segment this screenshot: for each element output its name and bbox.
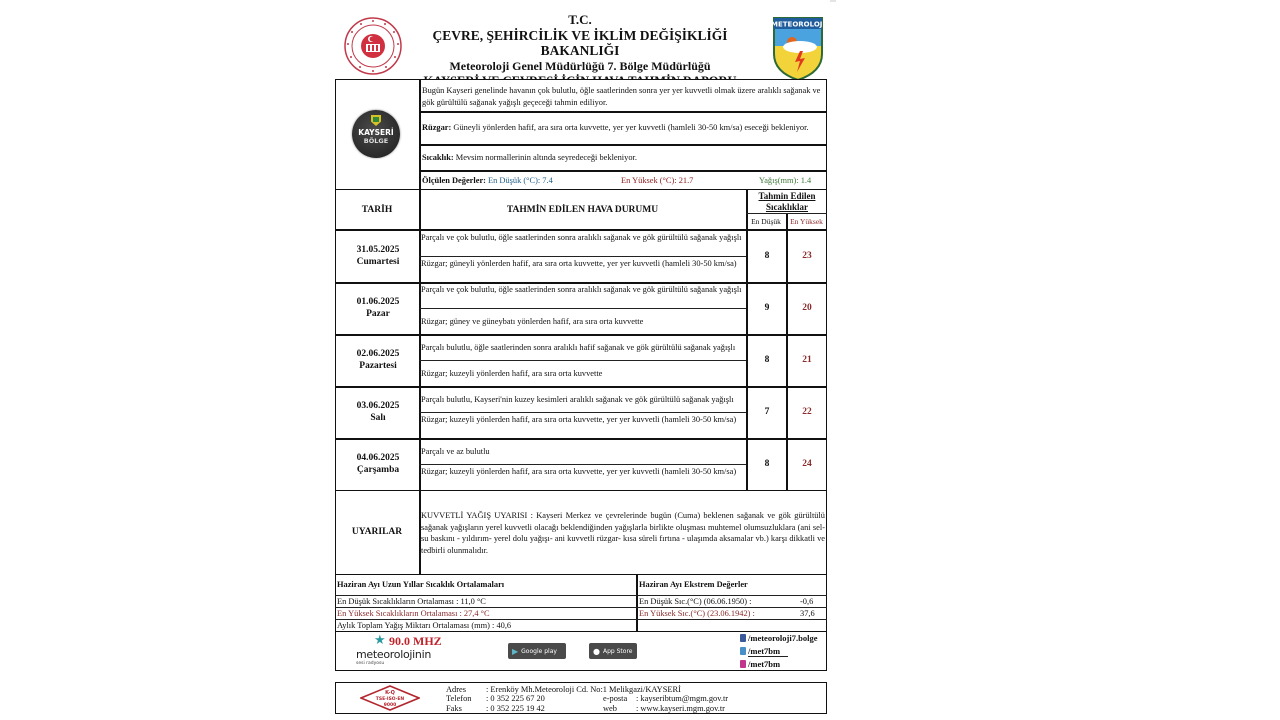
row-min-temp: 7 — [764, 407, 770, 417]
row-max-temp: 23 — [802, 251, 812, 261]
facebook-link[interactable] — [740, 633, 817, 643]
svg-text:K-Q: K-Q — [385, 690, 395, 696]
row-weather: Parçalı bulutlu, Kayseri'nin kuzey kesimleri aralıklı sağanak ve gök gürültülü sağanak yağışlı — [421, 395, 734, 404]
climate-left-title: Haziran Ayı Uzun Yıllar Sıcaklık Ortalamaları — [337, 580, 505, 589]
fax-label: Faks — [446, 704, 462, 713]
region-badge-line1: KAYSERİ — [358, 128, 394, 137]
row-min-temp: 8 — [764, 459, 770, 469]
column-header-min: En Düşük — [751, 217, 781, 226]
play-triangle-icon: ▶ — [512, 646, 519, 656]
column-header-temps: Tahmin Edilen Sıcaklıklar — [758, 191, 816, 212]
row-min-temp: 9 — [764, 303, 770, 313]
wind-text: Güneyli yönlerden hafif, ara sıra orta kuvvette, yer yer kuvvetli (hamleli 30-50 km/sa) eseceği bekleniyor. — [453, 123, 809, 132]
row-max-temp: 20 — [802, 303, 812, 313]
apple-icon: ● — [593, 646, 600, 656]
twitter-icon — [740, 647, 746, 655]
row-date: 04.06.2025 — [356, 453, 400, 463]
row-date: 02.06.2025 — [356, 349, 400, 359]
meteoroloji-logo-icon — [770, 16, 826, 82]
row-max-temp: 22 — [802, 407, 812, 417]
fax-value: : 0 352 225 19 42 — [486, 704, 545, 713]
temperature-label: Sıcaklık: — [422, 153, 454, 162]
web-value[interactable]: : www.kayseri.mgm.gov.tr — [636, 704, 725, 713]
warnings-label: UYARILAR — [351, 527, 403, 537]
app-store-button[interactable] — [589, 643, 637, 659]
row-day: Pazartesi — [359, 361, 397, 371]
radio-frequency: 90.0 MHZ — [389, 634, 442, 648]
weather-report-document — [330, 0, 830, 720]
row-date: 01.06.2025 — [356, 297, 400, 307]
radio-name: meteorolojinin — [356, 648, 432, 661]
wind-label: Rüzgar: — [422, 123, 452, 132]
phone-label: Telefon — [446, 694, 472, 703]
row-day: Salı — [370, 413, 386, 423]
row-weather: Parçalı bulutlu, öğle saatlerinden sonra aralıklı hafif sağanak ve gök gürültülü sağanak yağışlı — [421, 343, 736, 352]
region-shield-icon — [371, 115, 381, 126]
web-label: web — [603, 704, 617, 713]
warnings-text: KUVVETLİ YAĞIŞ UYARISI : Kayseri Merkez ve çevrelerinde bugün (Cuma) beklenen sağanak ve gök gürültülü sağanak yağışların yerel kuvvetli olacağı beklendiğinden yağışlarla birlikte oluşması muhtemel olumsuzluklara (ani sel- su baskını - yıldırım- yerel dolu yağışı- ani kuvvetli rüzgar- kısa süreli fırtına - ulaşımda aksamalar vb.) karşı dikkatli ve tedbirli olunmalıdır. — [421, 511, 825, 555]
header-tc: T.C. — [568, 12, 592, 27]
row-max-temp: 24 — [802, 459, 812, 469]
app-store-label: App Store — [602, 647, 633, 655]
phone-value: : 0 352 225 67 20 — [486, 694, 545, 703]
row-weather: Parçalı ve çok bulutlu, öğle saatlerinden sonra aralıklı sağanak ve gök gürültülü sağanak yağışlı — [421, 233, 742, 242]
row-wind: Rüzgar; kuzeyli yönlerden hafif, ara sıra orta kuvvette — [421, 369, 603, 378]
facebook-icon — [740, 634, 746, 642]
summary-temperature — [422, 152, 822, 164]
column-header-max: En Yüksek — [790, 217, 823, 226]
google-play-label: Google play — [521, 647, 557, 655]
measured-precip: Yağış(mm): 1.4 — [759, 176, 812, 185]
climate-avg-min: En Düşük Sıcaklıkların Ortalaması : 11,0 °C — [337, 597, 486, 606]
kayseri-region-badge — [352, 110, 400, 158]
row-day: Pazar — [366, 309, 390, 319]
row-weather: Parçalı ve az bulutlu — [421, 447, 490, 456]
climate-ext-min-label: En Düşük Sıc.(°C) (06.06.1950) : — [639, 597, 752, 606]
instagram-link[interactable] — [740, 659, 780, 669]
address-value: : Erenköy Mh.Meteoroloji Cd. No:1 Melikgazi/KAYSERİ — [486, 685, 681, 694]
climate-ext-max-label: En Yüksek Sıc.(°C) (23.06.1942) : — [639, 609, 755, 618]
climate-ext-min-value: -0,6 — [800, 597, 814, 606]
instagram-handle: /met7bm — [748, 659, 781, 669]
row-wind: Rüzgar; kuzeyli yönlerden hafif, ara sıra orta kuvvette, yer yer kuvvetli (hamleli 30-50 km/sa) — [421, 415, 737, 424]
radio-sub: sesi radyosu — [356, 661, 385, 666]
row-min-temp: 8 — [764, 251, 770, 261]
email-value[interactable]: : kayseribtum@mgm.gov.tr — [636, 694, 729, 703]
row-day: Cumartesi — [356, 257, 400, 267]
email-label: e-posta — [603, 694, 628, 703]
report-titles — [400, 12, 760, 90]
row-wind: Rüzgar; kuzeyli yönlerden hafif, ara sıra orta kuvvette, yer yer kuvvetli (hamleli 30-50 km/sa) — [421, 467, 737, 476]
row-date: 03.06.2025 — [356, 401, 400, 411]
row-date: 31.05.2025 — [356, 245, 400, 255]
climate-right-title: Haziran Ayı Ekstrem Değerler — [639, 580, 748, 589]
summary-general-text: Bugün Kayseri genelinde havanın çok bulutlu, öğle saatlerinden sonra yer yer kuvvetli olmak üzere aralıklı sağanak ve gök gürültülü sağanak yağışlı geçeceği tahmin ediliyor. — [422, 86, 821, 107]
radio-logo — [354, 634, 454, 668]
facebook-handle: /meteoroloji7.bolge — [748, 633, 818, 643]
column-header-date: TARİH — [361, 205, 393, 215]
row-min-temp: 8 — [764, 355, 770, 365]
row-max-temp: 21 — [802, 355, 812, 365]
row-wind: Rüzgar; güney ve güneybatı yönlerden hafif, ara sıra orta kuvvette — [421, 317, 644, 326]
column-header-forecast: TAHMİN EDİLEN HAVA DURUMU — [506, 205, 659, 215]
region-badge-line2: BÖLGE — [363, 137, 389, 145]
header-directorate: Meteoroloji Genel Müdürlüğü 7. Bölge Müdürlüğü — [449, 58, 711, 73]
climate-ext-max-value: 37,6 — [800, 609, 815, 618]
row-wind: Rüzgar; güneyli yönlerden hafif, ara sıra orta kuvvette, yer yer kuvvetli (hamleli 30-50 km/sa) — [421, 259, 737, 268]
climate-avg-max: En Yüksek Sıcaklıkların Ortalaması : 27,4 °C — [337, 609, 490, 618]
star-icon: ★ — [374, 632, 386, 647]
measured-max: En Yüksek (°C): 21.7 — [621, 176, 694, 185]
twitter-handle: /met7bm — [748, 646, 781, 656]
twitter-link[interactable] — [740, 646, 780, 656]
measured-min: En Düşük (°C): 7.4 — [488, 176, 553, 185]
address-label: Adres — [446, 685, 467, 694]
row-weather: Parçalı ve çok bulutlu, öğle saatlerinden sonra aralıklı sağanak ve gök gürültülü sağanak yağışlı — [421, 285, 742, 294]
report-header — [330, 8, 830, 78]
temperature-text: Mevsim normallerinin altında seyredeceği bekleniyor. — [455, 153, 637, 162]
ministry-seal-icon — [340, 16, 406, 76]
svg-text:9000: 9000 — [383, 703, 397, 708]
measured-label: Ölçülen Değerler: — [422, 176, 486, 185]
tse-iso-certification-icon — [360, 685, 420, 711]
instagram-icon — [740, 660, 746, 668]
climate-avg-precip: Aylık Toplam Yağış Miktarı Ortalaması (mm) : 40,6 — [337, 621, 512, 630]
svg-text:TSE·ISO·EN: TSE·ISO·EN — [375, 697, 405, 702]
summary-wind — [422, 122, 826, 134]
google-play-button[interactable] — [508, 643, 566, 659]
svg-text:METEOROLOJİ: METEOROLOJİ — [771, 20, 825, 29]
header-ministry: ÇEVRE, ŞEHİRCİLİK VE İKLİM DEĞİŞİKLİĞİ BAKANLIĞI — [432, 27, 728, 58]
row-day: Çarşamba — [356, 465, 400, 475]
